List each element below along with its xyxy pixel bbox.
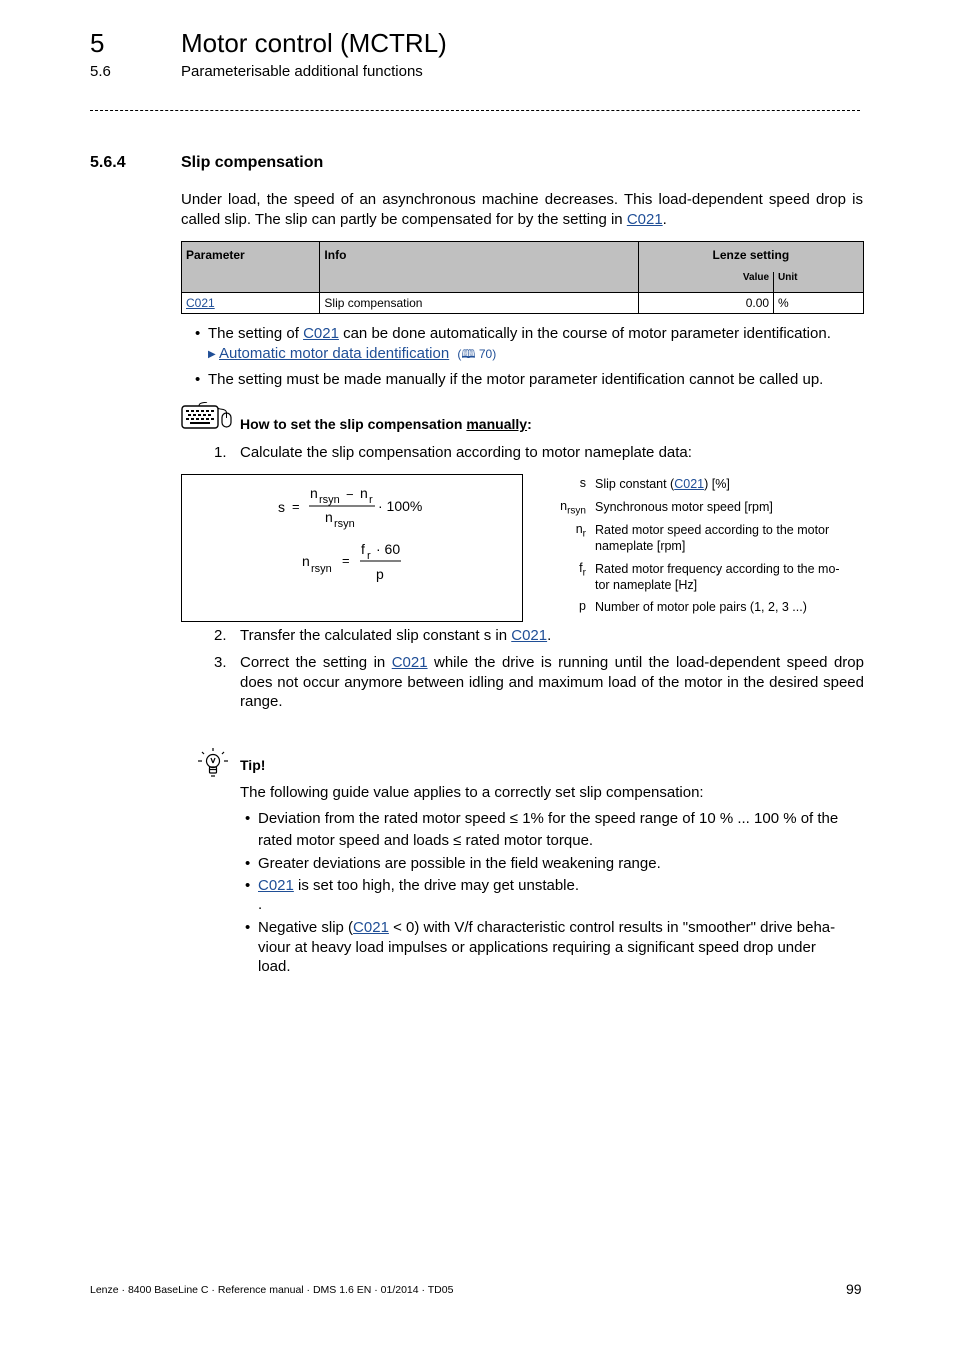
svg-text:p: p (376, 566, 384, 582)
svg-text:· 60: · 60 (376, 541, 401, 557)
step-2: 2. Transfer the calculated slip constant s in C021. (214, 627, 552, 644)
svg-text:r: r (367, 550, 371, 562)
tip-bullet-field-weakening: • Greater deviations are possible in the field weakening range. (245, 855, 661, 872)
svg-text:rsyn: rsyn (311, 563, 332, 575)
header-divider (90, 110, 860, 111)
legend-symbol: s (579, 476, 586, 490)
c021-link[interactable]: C021 (258, 877, 294, 894)
col-lenze-setting: Lenze setting (638, 242, 863, 273)
svg-text:rsyn: rsyn (319, 494, 340, 506)
slip-formula (182, 475, 522, 621)
svg-text:=: = (292, 499, 300, 514)
subsection-number: 5.6.4 (90, 154, 126, 171)
row-unit: % (774, 293, 864, 314)
svg-text:· 100%: · 100% (378, 498, 423, 514)
keyboard-mouse-icon (181, 402, 233, 430)
formula-box (181, 474, 523, 622)
intro-paragraph: Under load, the speed of an asynchronous machine decreases. This load-dependent speed drop is called slip. The slip can partly be compensated for by the setting in C021. (181, 191, 863, 228)
arrow-right-icon: ▶ (208, 348, 216, 360)
col-info: Info (320, 242, 638, 293)
legend-symbol: $n_r$ (575, 522, 586, 540)
c021-link[interactable]: C021 (353, 919, 389, 936)
legend-symbol: $f_r$ (579, 561, 586, 579)
svg-text:n: n (310, 485, 318, 501)
col-value: Value (638, 272, 773, 293)
c021-link[interactable]: C021 (626, 210, 663, 228)
bullet-auto-identification: • The setting of C021 can be done automatically in the course of motor parameter identification. ▶ Automatic motor data identification (🕮 70) (195, 325, 831, 362)
col-unit: Unit (774, 272, 864, 293)
page-ref[interactable]: 70 (478, 346, 493, 361)
legend-description: Synchronous motor speed [rpm] (595, 500, 773, 514)
svg-text:=: = (342, 553, 350, 568)
tip-title: Tip! (240, 757, 266, 773)
svg-text:n: n (360, 485, 368, 501)
tip-bullet-deviation: • Deviation from the rated motor speed ≤ 1% for the speed range of 10 % ... 100 % of the rated motor speed and loads ≤ rated motor torque. (245, 810, 839, 849)
c021-link[interactable]: C021 (674, 477, 705, 491)
automatic-motor-data-identification-link[interactable]: Automatic motor data identification (219, 344, 450, 362)
page-number: 99 (846, 1281, 862, 1297)
section-number: 5.6 (90, 63, 111, 80)
legend-description: Slip constant (C021) [%] (595, 477, 730, 491)
footer-document-info: Lenze · 8400 BaseLine C · Reference manual · DMS 1.6 EN · 01/2014 · TD05 (90, 1284, 454, 1296)
parameter-table (181, 241, 864, 314)
col-parameter: Parameter (182, 242, 320, 293)
tip-bullet-unstable: • C021 is set too high, the drive may get unstable. . (245, 877, 580, 913)
c021-link[interactable]: C021 (391, 654, 428, 671)
c021-link[interactable]: C021 (511, 627, 548, 644)
legend-symbol: p (579, 599, 586, 613)
svg-text:r: r (369, 494, 373, 506)
c021-link[interactable]: C021 (186, 296, 215, 310)
howto-title: How to set the slip compensation manually: (240, 416, 532, 432)
row-info: Slip compensation (320, 293, 638, 314)
svg-text:−: − (346, 487, 354, 502)
svg-text:f: f (361, 541, 365, 557)
legend-description: Rated motor frequency according to the mo- tor nameplate [Hz] (595, 562, 840, 592)
c021-link[interactable]: C021 (303, 325, 339, 342)
legend-symbol: $n_{rsyn}$ (560, 499, 586, 517)
bullet-manual-setting: • The setting must be made manually if the motor parameter identification cannot be called up. (195, 371, 824, 388)
svg-text:n: n (325, 509, 333, 525)
svg-text:s: s (278, 499, 285, 515)
chapter-number: 5 (90, 28, 105, 58)
subsection-title: Slip compensation (181, 154, 324, 171)
step-1: 1. Calculate the slip compensation according to motor nameplate data: (214, 444, 692, 461)
svg-text:n: n (302, 553, 310, 569)
chapter-title: Motor control (MCTRL) (181, 28, 447, 58)
lightbulb-icon (196, 746, 230, 780)
tip-bullet-negative-slip: • Negative slip (C021 < 0) with V/f characteristic control results in "smoother" drive beha- viour at heavy load impulses or applications requiring a significant speed drop under load. (245, 919, 836, 975)
step-3: 3. Correct the setting in C021 while the drive is running until the load-dependent speed drop does not occur anymore between idling and maximum load of the motor in the desired speed range. (214, 654, 864, 710)
legend-description: Rated motor speed according to the motor nameplate [rpm] (595, 523, 830, 553)
book-icon: 🕮 (461, 346, 476, 361)
table-row (182, 293, 864, 314)
row-value: 0.00 (638, 293, 773, 314)
svg-text:rsyn: rsyn (334, 518, 355, 530)
tip-intro: The following guide value applies to a correctly set slip compensation: (240, 784, 704, 801)
legend-description: Number of motor pole pairs (1, 2, 3 ...) (595, 600, 807, 614)
section-title: Parameterisable additional functions (181, 63, 423, 80)
